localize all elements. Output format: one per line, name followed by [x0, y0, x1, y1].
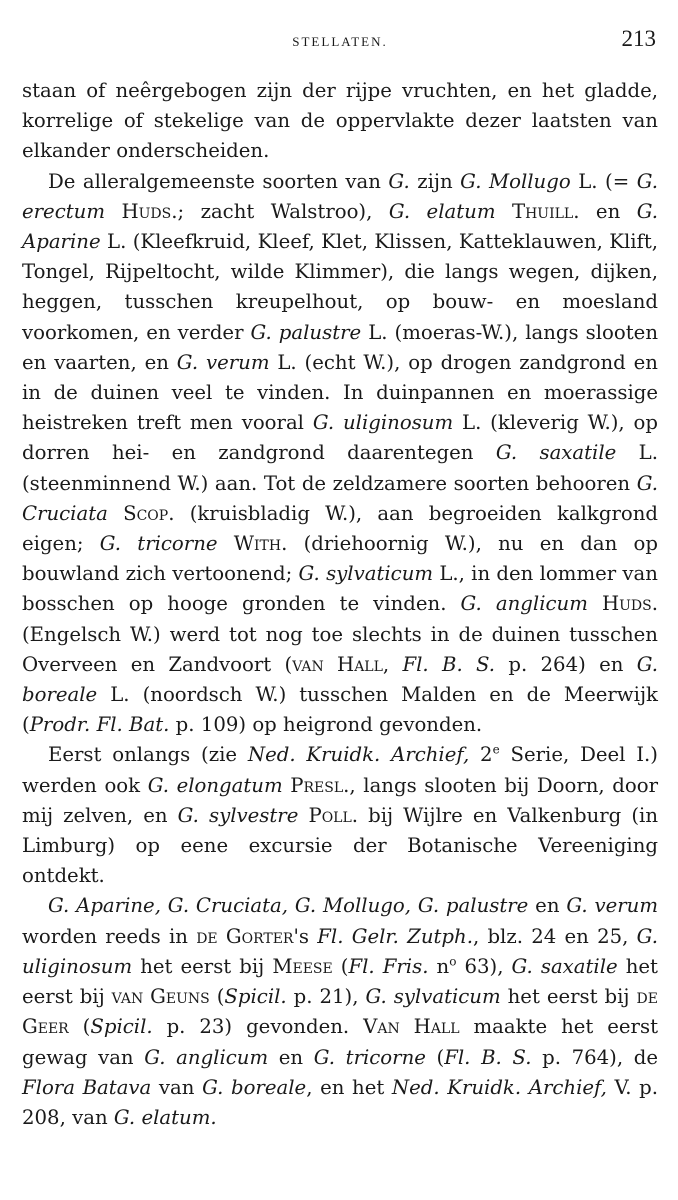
text-run [108, 502, 123, 525]
italic-text: G. tricorne [313, 1045, 426, 1069]
text-run: L. (steenminnend W.) aan. Tot de zeldzamere soorten behooren [22, 441, 658, 495]
text-run [105, 200, 121, 223]
text-run: L. (kleverig W.), op dorren hei- en zandgrond daarentegen [22, 411, 658, 465]
text-run: , blz. 24 en 25, [472, 924, 637, 948]
text-run: 2 [469, 743, 493, 767]
italic-text: G. erectum [22, 169, 658, 223]
text-run: (kruisbladig W.), aan begroeiden kalkgrond eigen; [22, 501, 659, 556]
text-run: het eerst bij [22, 954, 658, 1009]
running-head: STELLATEN. [292, 34, 388, 49]
text-run: p. 764), de [531, 1045, 658, 1069]
text-run: p. 264) en [495, 652, 637, 676]
book-page [22, 26, 658, 1133]
text-run [298, 804, 308, 827]
small-caps-text: Poll. [308, 803, 359, 827]
text-run: worden reeds in [22, 924, 197, 948]
italic-text: Prodr. Fl. Bat. [29, 713, 170, 737]
text-run: V. p. 208, van [22, 1075, 658, 1129]
text-run: en [268, 1045, 314, 1069]
text-run: L., in den lommer van bosschen op hooge gronden te vinden. [22, 562, 658, 616]
text-run: p. 21), [286, 985, 366, 1009]
italic-text: G. Mollugo [460, 169, 571, 193]
text-run: , langs slooten bij Doorn, door mij zelven, en [22, 773, 659, 827]
small-caps-text: Van Hall [363, 1015, 460, 1039]
italic-text: G. saxatile [511, 954, 618, 978]
body-text [22, 76, 658, 1133]
italic-text: Fl. B. S. [444, 1045, 532, 1069]
paragraph [22, 167, 658, 741]
italic-text: G. sylvaticum [365, 985, 501, 1009]
text-run: (Engelsch W.) werd tot nog toe slechts in de duinen tusschen Overveen en Zandvoort ( [22, 622, 658, 676]
paragraph [22, 740, 658, 891]
italic-text: G. uliginosum [312, 411, 454, 435]
italic-text: Ned. Kruidk. Archief, [247, 743, 470, 767]
small-caps-text: With. [233, 532, 288, 556]
italic-text: Spicil. [90, 1015, 153, 1039]
text-run: , [382, 652, 403, 676]
page-header [22, 26, 658, 56]
italic-text: Ned. Kruidk. Archief, [391, 1075, 607, 1099]
text-run: p. 109) op heigrond gevonden. [169, 713, 483, 737]
text-run: Serie, Deel I.) werden ook [22, 743, 658, 797]
small-caps-text: Huds. [601, 592, 658, 616]
text-run [218, 532, 234, 555]
superscript-text: e [492, 742, 500, 757]
text-run: , en het [306, 1075, 392, 1099]
italic-text: Fl. Gelr. Zutph. [317, 924, 473, 948]
small-caps-text: Meese [272, 954, 333, 978]
text-run: zijn [409, 169, 461, 193]
text-run: L. (moeras-W.), langs slooten en vaarten, en [22, 320, 658, 374]
italic-text: G. elatum [388, 199, 496, 223]
text-run: 's [293, 924, 318, 948]
text-run: ( [425, 1045, 445, 1069]
superscript-text: o [449, 954, 457, 969]
italic-text: G. elongatum [147, 773, 283, 797]
text-run: L. (Kleefkruid, Kleef, Klet, Klissen, Katteklauwen, Klift, Tongel, Rijpeltocht, wilde Klimmer), die langs wegen, dijken, heggen, tusschen kreupelhout, op bouw- en moesland voorkomen, en verder [22, 230, 658, 344]
text-run: van [151, 1075, 203, 1099]
text-run: De alleralgemeenste soorten van [48, 169, 389, 193]
italic-text: G. Aparine [22, 199, 658, 254]
italic-text: G. tricorne [99, 532, 218, 556]
italic-text: Spicil. [224, 985, 287, 1009]
text-run: ( [209, 985, 225, 1009]
text-run: 63), [456, 954, 512, 978]
small-caps-text: van Geuns [111, 985, 210, 1009]
small-caps-text: de Geer [22, 985, 658, 1039]
text-run: p. 23) gevonden. [152, 1015, 364, 1039]
italic-text: G. saxatile [495, 441, 617, 465]
italic-text: G. uliginosum [22, 924, 658, 978]
small-caps-text: Huds. [121, 199, 178, 223]
italic-text: G. [388, 169, 410, 193]
text-run: ( [68, 1015, 91, 1039]
italic-text: G. elatum. [113, 1105, 217, 1129]
text-run: L. (noordsch W.) tusschen Malden en de Meerwijk ( [22, 683, 658, 737]
italic-text: G. boreale [202, 1075, 307, 1099]
text-run: bij Wijlre en Valkenburg (in Limburg) op eene excursie der Botanische Vereeniging ontdekt. [22, 803, 659, 888]
paragraph [22, 76, 658, 167]
text-run: L. (= [570, 169, 637, 193]
italic-text: G. sylvaticum [298, 562, 434, 586]
italic-text: G. boreale [22, 652, 659, 707]
small-caps-text: Scop. [123, 501, 175, 525]
italic-text: G. anglicum [144, 1045, 269, 1069]
small-caps-text: de Gorter [196, 924, 294, 948]
small-caps-text: van Hall [292, 652, 383, 676]
text-run: n [428, 954, 450, 978]
text-run: Eerst onlangs (zie [48, 743, 248, 767]
page-number: 213 [621, 26, 656, 51]
paragraph [22, 891, 658, 1133]
italic-text: G. Aparine, G. Cruciata, G. Mollugo, G. palustre [48, 894, 529, 918]
italic-text: G. palustre [250, 320, 362, 344]
text-run: het eerst bij [500, 985, 637, 1009]
italic-text: G. verum [176, 350, 270, 374]
text-run: ; zacht Walstroo), [177, 199, 389, 223]
small-caps-text: Presl. [290, 773, 350, 797]
text-run: ( [332, 954, 349, 978]
italic-text: G. sylvestre [177, 803, 299, 827]
text-run: het eerst bij [132, 954, 273, 978]
text-run [496, 200, 512, 223]
text-run: L. (echt W.), op drogen zandgrond en in de duinen veel te vinden. In duinpannen en moerassige heistreken treft men vooral [22, 350, 658, 435]
italic-text: Fl. B. S. [402, 652, 496, 676]
text-run: (driehoornig W.), nu en dan op bouwland zich vertoonend; [22, 532, 658, 586]
text-run: en [528, 894, 567, 918]
italic-text: Fl. Fris. [348, 954, 429, 978]
italic-text: Flora Batava [22, 1075, 152, 1099]
text-run: staan of neêrgebogen zijn der rijpe vruchten, en het gladde, korrelige of stekelige van de oppervlakte dezer laatsten van elkander onderscheiden. [22, 79, 658, 163]
italic-text: G. verum [566, 894, 658, 918]
small-caps-text: Thuill. [511, 199, 580, 223]
text-run [588, 592, 602, 615]
text-run: en [579, 199, 637, 223]
text-run: maakte het eerst gewag van [22, 1015, 658, 1069]
italic-text: G. Cruciata [22, 471, 658, 525]
italic-text: G. anglicum [460, 592, 588, 616]
